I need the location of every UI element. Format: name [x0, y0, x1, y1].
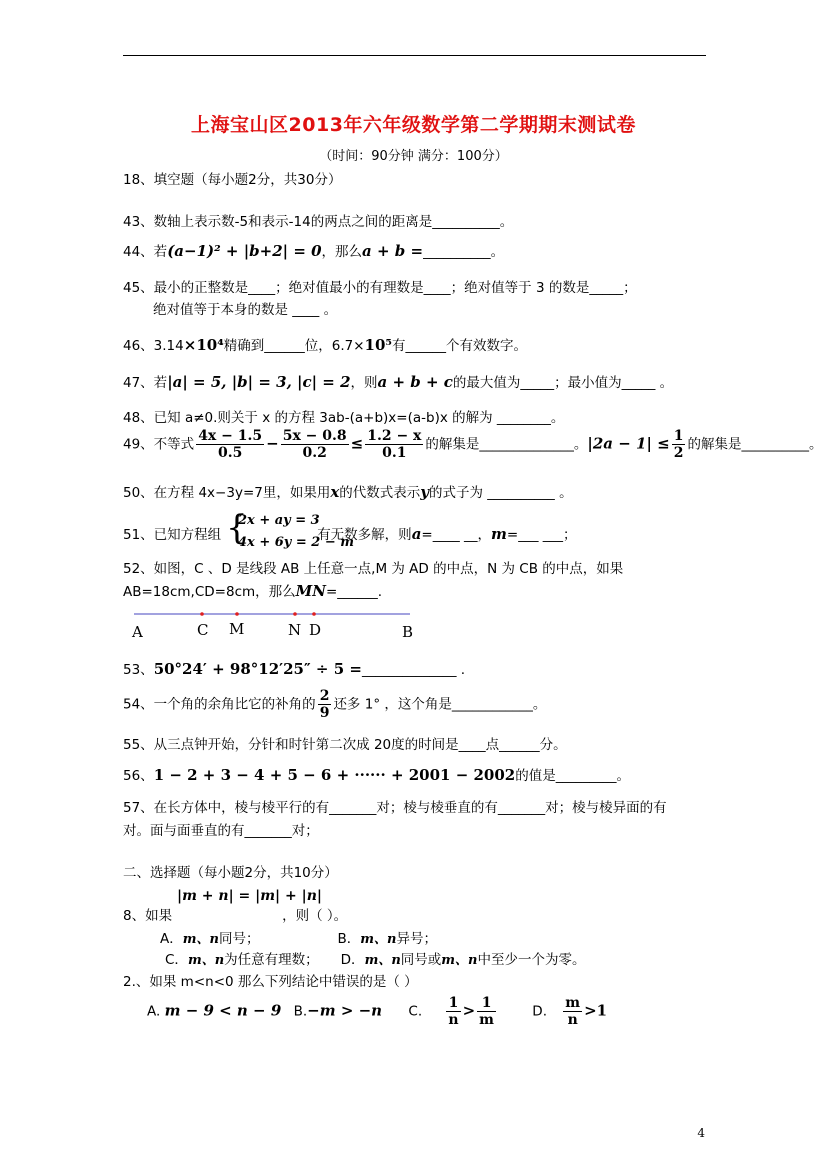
question-47: 47、若|a| = 5, |b| = 3, |c| = 2，则a + b + c的最大值为_____；最小值为_____ 。	[123, 373, 674, 391]
question-45-line2: 绝对值等于本身的数是 ____ 。	[153, 302, 338, 318]
point-c-label: C	[197, 621, 209, 639]
question-46: 46、3.14×10⁴精确到______位，6.7×10⁵有______个有效数字。	[123, 336, 527, 354]
q49-fraction-2: $\frac{5x - 0.8}{0.2}$	[282, 428, 347, 461]
q44-expression: (a−1)² + |b+2| = 0	[167, 242, 322, 260]
point-c-dot	[200, 612, 204, 616]
q54-fraction: $\frac{2}{9}$	[319, 688, 330, 721]
question-51: 51、已知方程组 有无数多解，则a=____ __，m=___ ___；	[123, 525, 577, 543]
segment-figure	[130, 606, 420, 642]
question-44: 44、若(a−1)² + |b+2| = 0，那么a + b =__________。	[123, 242, 505, 260]
q2-option-c-fraction-2: $\frac{1}{m}$	[479, 995, 494, 1028]
system-equation-1: 2x + ay = 3	[238, 513, 320, 528]
q2-option-d-fraction: $\frac{m}{n}$	[565, 995, 581, 1028]
exam-subtitle: （时间：90分钟 满分：100分）	[319, 149, 508, 164]
point-d-label: D	[309, 621, 322, 639]
point-a-label: A	[132, 623, 143, 641]
section-fill-in-heading: 18、填空题（每小题2分，共30分）	[123, 172, 342, 188]
question-43: 43、数轴上表示数-5和表示-14的两点之间的距离是__________。	[123, 214, 514, 230]
question-48: 48、已知 a≠0.则关于 x 的方程 3ab-(a+b)x=(a-b)x 的解为 ________。	[123, 410, 565, 426]
q49-fraction-4: $\frac{1}{2}$	[673, 428, 684, 461]
question-54: 54、一个角的余角比它的补角的 $\frac{2}{9}$ 还多 1° ，这个角是____________。	[123, 688, 547, 721]
question-2-options: A. m − 9 < n − 9 B.−m > −n C. $\frac{1}{n}$ > $\frac{1}{m}$ D. $\frac{m}{n}$ >1	[147, 995, 608, 1028]
question-53: 53、50°24′ + 98°12′25″ ÷ 5 =______________ .	[123, 660, 466, 678]
point-m-dot	[235, 612, 239, 616]
question-55: 55、从三点钟开始，分针和时针第二次成 20度的时间是____点______分。	[123, 737, 567, 753]
question-57-line2: 对。面与面垂直的有_______对；	[123, 823, 319, 839]
question-45-line1: 45、最小的正整数是____；绝对值最小的有理数是____；绝对值等于 3 的数是_____；	[123, 280, 637, 296]
exam-title: 上海宝山区2013年六年级数学第二学期期末测试卷	[191, 114, 636, 136]
question-56: 56、1 − 2 + 3 − 4 + 5 − 6 + ······ + 2001 − 2002的值是_________。	[123, 766, 630, 784]
point-n-label: N	[288, 621, 302, 639]
question-52-line2: AB=18cm,CD=8cm，那么MN=______.	[123, 582, 383, 600]
question-8: 8、如果 ，则（ ）。	[123, 908, 348, 924]
question-57-line1: 57、在长方体中，棱与棱平行的有_______对；棱与棱垂直的有_______对；棱与棱异面的有	[123, 800, 667, 816]
point-d-dot	[312, 612, 316, 616]
point-m-label: M	[229, 620, 245, 638]
header-rule	[123, 55, 706, 56]
q8-expression: |m + n| = |m| + |n|	[177, 888, 322, 904]
section-choice-heading: 二、选择题（每小题2分，共10分）	[123, 865, 338, 881]
q2-option-c-fraction-1: $\frac{1}{n}$	[448, 995, 459, 1028]
question-52-line1: 52、如图，C 、D 是线段 AB 上任意一点,M 为 AD 的中点，N 为 CB 的中点，如果	[123, 561, 624, 577]
question-50: 50、在方程 4x−3y=7里，如果用x的代数式表示y的式子为 __________ 。	[123, 483, 573, 501]
question-8-options-ab: A．m、n同号； B．m、n异号；	[160, 931, 437, 947]
system-brace: {	[226, 508, 248, 548]
point-b-label: B	[402, 623, 414, 641]
question-49: 49、不等式 $\frac{4x - 1.5}{0.5}$ − $\frac{5x - 0.8}{0.2}$ ≤ $\frac{1.2 - x}{0.1}$ 的解集是______________。|2a − 1| ≤ $\frac{1}{2}$ 的解集是__________。	[123, 428, 823, 461]
system-equation-2: 4x + 6y = 2 − m	[238, 535, 355, 550]
point-n-dot	[293, 612, 297, 616]
page-number: 4	[697, 1126, 705, 1140]
q49-fraction-3: $\frac{1.2 - x}{0.1}$	[367, 428, 422, 461]
q49-fraction-1: $\frac{4x - 1.5}{0.5}$	[198, 428, 263, 461]
question-8-options-cd: C．m、n为任意有理数； D．m、n同号或m、n中至少一个为零。	[165, 952, 586, 968]
question-2: 2.、如果 m<n<0 那么下列结论中错误的是（ ）	[123, 974, 418, 990]
